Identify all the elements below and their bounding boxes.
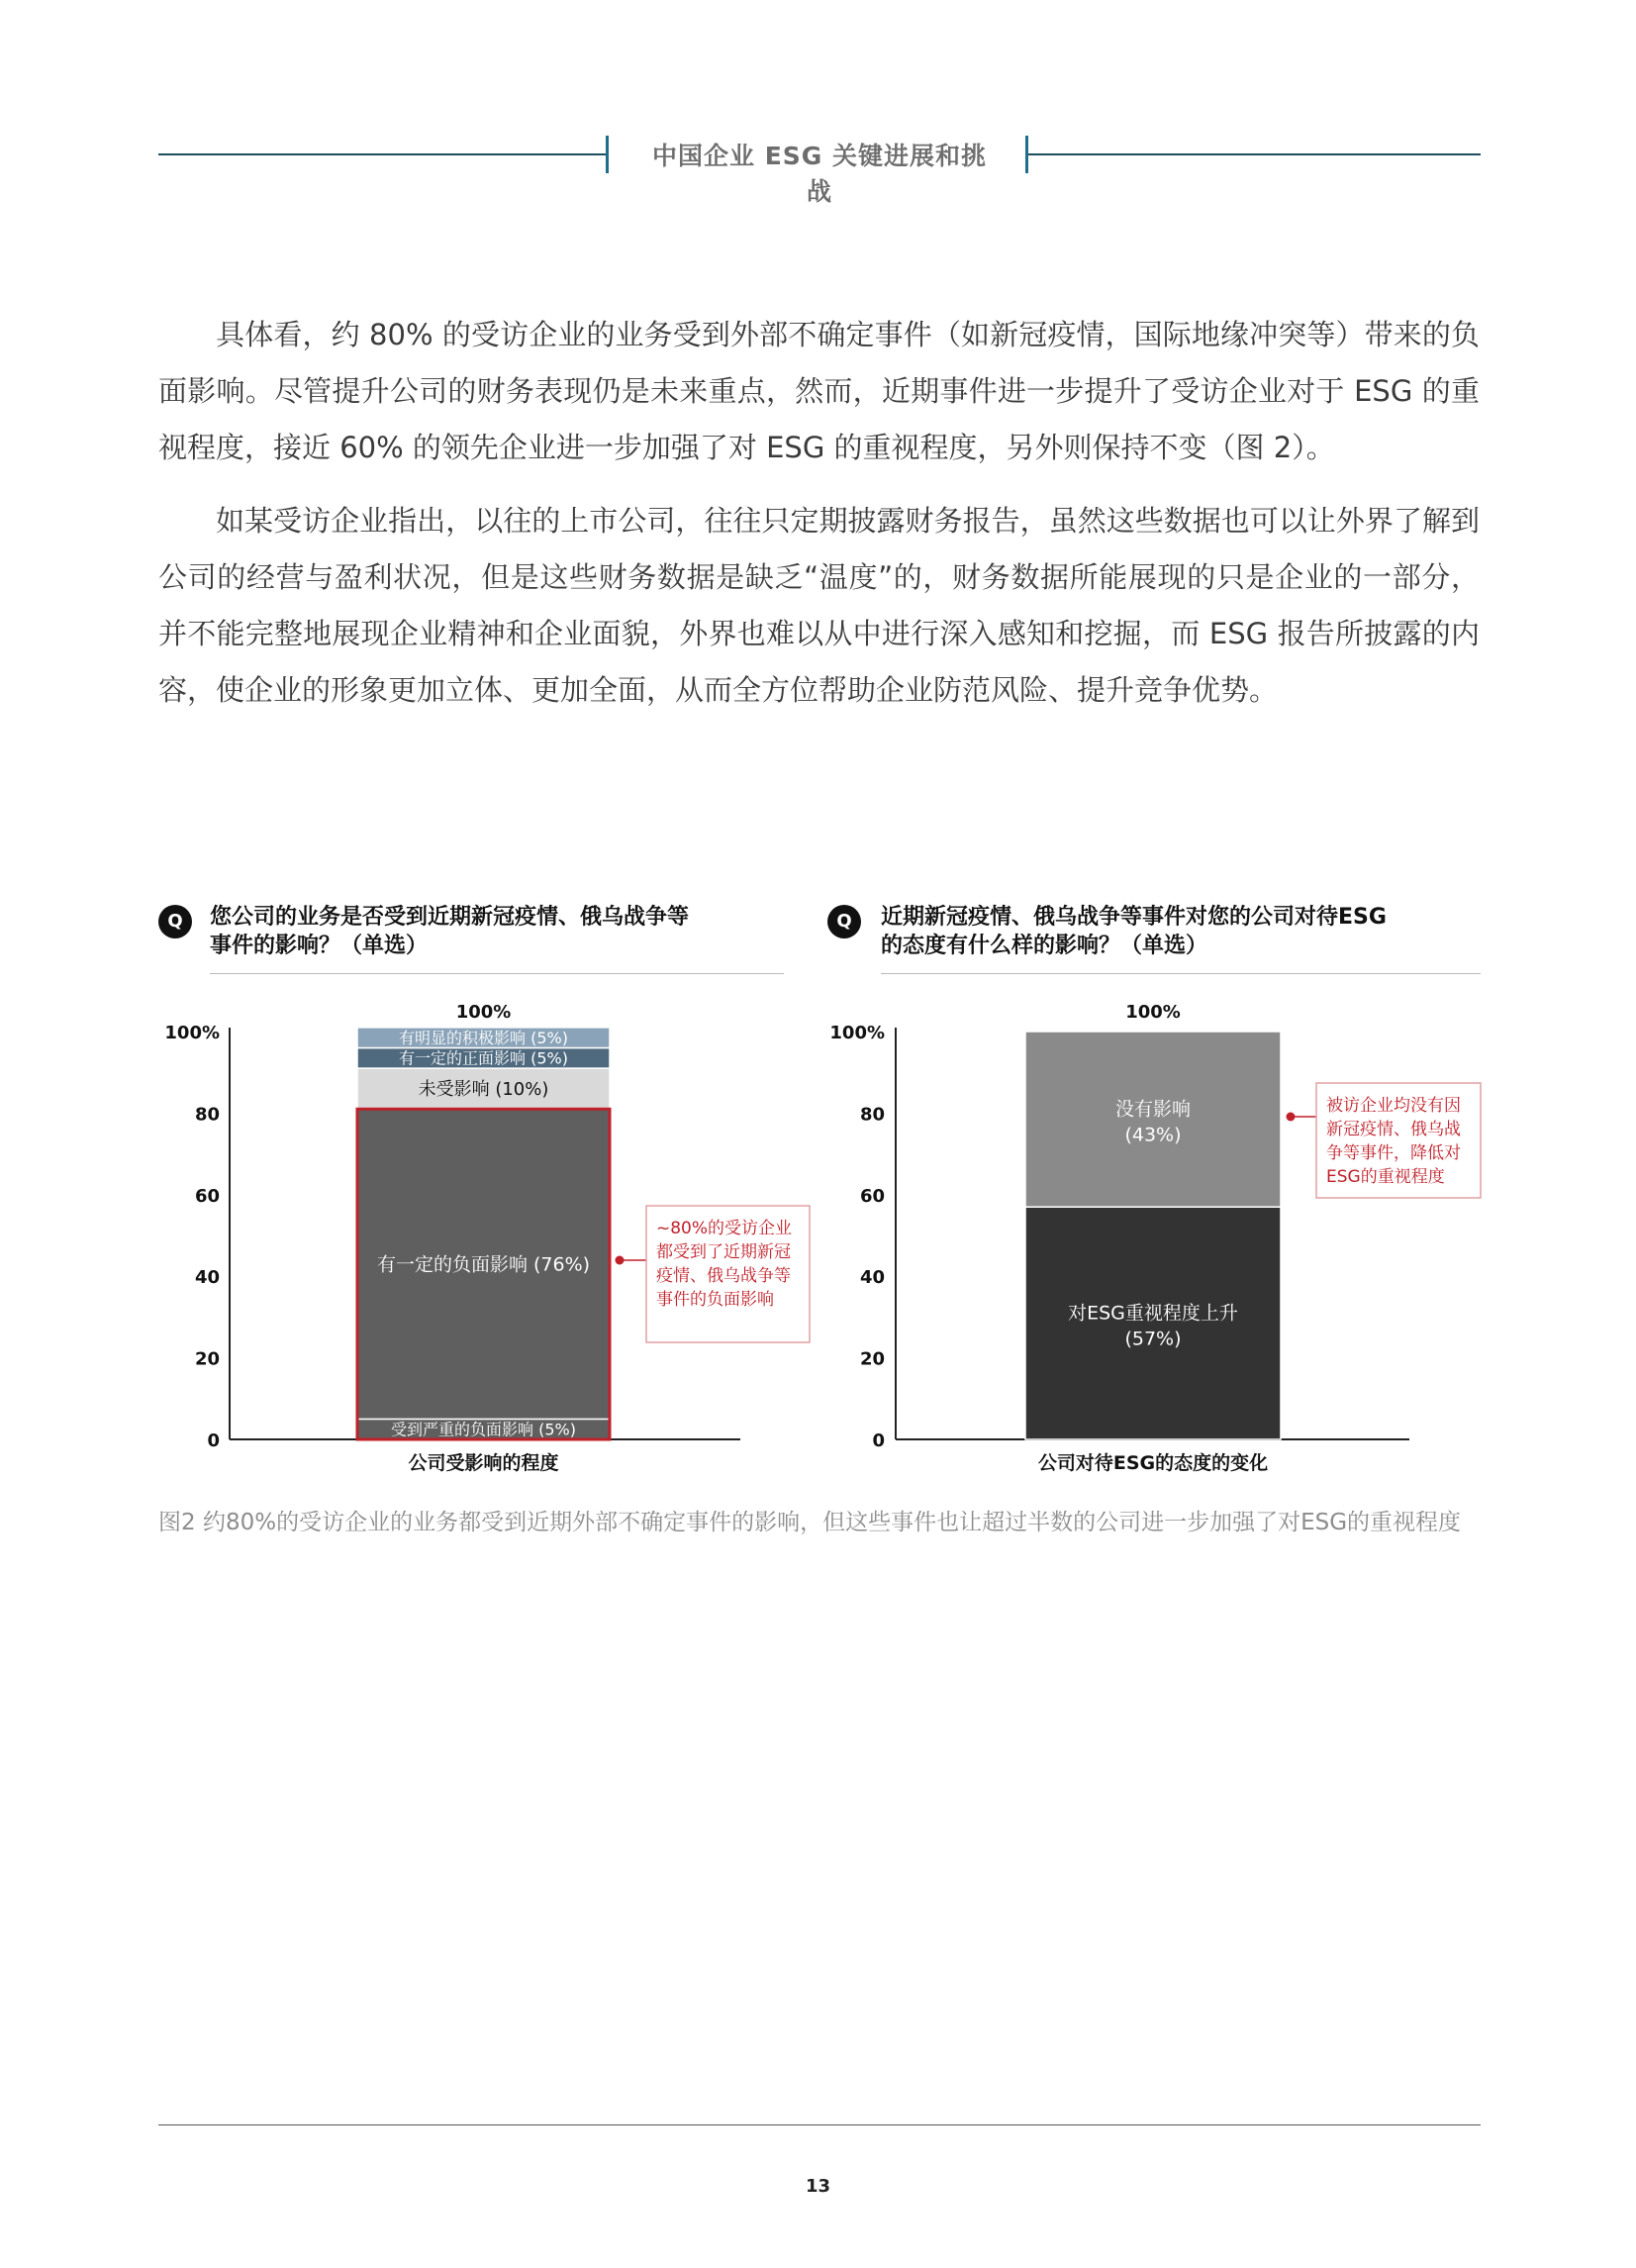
chart2-x-label: 公司对待ESG的态度的变化: [1037, 1452, 1269, 1474]
chart1-annotation-text: 都受到了近期新冠: [656, 1242, 791, 1262]
figure-caption: 图2 约80%的受访企业的业务都受到近期外部不确定事件的影响，但这些事件也让超过半数的公司进一步加强了对ESG的重视程度: [158, 1510, 1462, 1535]
chart2-annotation-dot: [1287, 1113, 1296, 1122]
chart1-annotation-text: 疫情、俄乌战争等: [656, 1266, 791, 1286]
chart1-segment-label: 有一定的正面影响 (5%): [399, 1048, 568, 1068]
chart1-segment-label: 未受影响 (10%): [418, 1079, 549, 1101]
chart2-y-tick-label: 0: [872, 1430, 885, 1451]
chart2-segment-pct: (43%): [1124, 1124, 1182, 1146]
paragraph-1-text: 具体看，约 80% 的受访企业的业务受到外部不确定事件（如新冠疫情，国际地缘冲突等）带来的负面影响。尽管提升公司的财务表现仍是未来重点，然而，近期事件进一步提升了受访企业对于 ESG 的重视程度，接近 60% 的领先企业进一步加强了对 ESG 的重视程度，另外则保持不变（图 2）。: [158, 318, 1480, 464]
chart1-segment-label: 有一定的负面影响 (76%): [376, 1253, 591, 1276]
chart2-y-tick-label: 20: [859, 1348, 885, 1370]
chart2-y-tick-label: 100%: [829, 1023, 885, 1043]
chart2-annotation-text: 新冠疫情、俄乌战: [1326, 1120, 1461, 1139]
page-number: 13: [805, 2176, 831, 2197]
question-1-line1: 您公司的业务是否受到近期新冠疫情、俄乌战争等: [210, 905, 690, 930]
chart1-y-tick-label: 100%: [164, 1023, 220, 1043]
question-2-line1: 近期新冠疫情、俄乌战争等事件对您的公司对待ESG: [881, 905, 1387, 930]
chart2-segment-pct: (57%): [1124, 1328, 1182, 1350]
chart2-annotation-text: 争等事件，降低对: [1326, 1143, 1461, 1163]
chart2-total-label: 100%: [1125, 1002, 1181, 1023]
chart2-y-tick-label: 40: [859, 1267, 885, 1289]
chart2-y-tick-label: 60: [859, 1185, 885, 1207]
footer-rule: [158, 2124, 1481, 2125]
chart1-segment-label: 有明显的积极影响 (5%): [399, 1028, 568, 1047]
chart2-annotation-text: 被访企业均没有因: [1326, 1096, 1461, 1116]
chart2-annotation-text: ESG的重视程度: [1326, 1167, 1445, 1187]
question-1-line2: 事件的影响？（单选）: [210, 934, 429, 958]
paragraph-2-text: 如某受访企业指出，以往的上市公司，往往只定期披露财务报告，虽然这些数据也可以让外界了解到公司的经营与盈利状况，但是这些财务数据是缺乏“温度”的，财务数据所能展现的只是企业的一部分，并不能完整地展现企业精神和企业面貌，外界也难以从中进行深入感知和挖掘，而 ESG 报告所披露的内容，使企业的形象更加立体、更加全面，从而全方位帮助企业防范风险、提升竞争优势。: [158, 504, 1480, 707]
chart1-total-label: 100%: [455, 1002, 512, 1023]
chart2-segment-label: 没有影响: [1114, 1098, 1192, 1121]
chart1-y-tick-label: 80: [194, 1104, 220, 1126]
question-badge-1: Q: [158, 905, 192, 938]
chart1-y-tick-label: 0: [207, 1430, 220, 1451]
chart2-y-tick-label: 80: [859, 1104, 885, 1126]
chart1-y-tick-label: 40: [194, 1267, 220, 1289]
chart1-annotation-text: 事件的负面影响: [656, 1290, 774, 1310]
chart1-segment-label: 受到严重的负面影响 (5%): [391, 1420, 576, 1439]
chart1-annotation-dot: [616, 1256, 625, 1265]
question-2-line2: 的态度有什么样的影响？（单选）: [881, 934, 1208, 958]
question-badge-2: Q: [827, 905, 861, 938]
chart1-annotation-text: ~80%的受访企业: [656, 1219, 793, 1238]
chart1-x-label: 公司受影响的程度: [408, 1452, 559, 1474]
chart1-y-tick-label: 20: [194, 1348, 220, 1370]
chart1-y-tick-label: 60: [194, 1185, 220, 1207]
chart2-segment-label: 对ESG重视程度上升: [1068, 1302, 1238, 1325]
header-title: 中国企业 ESG 关键进展和挑战: [651, 142, 987, 206]
